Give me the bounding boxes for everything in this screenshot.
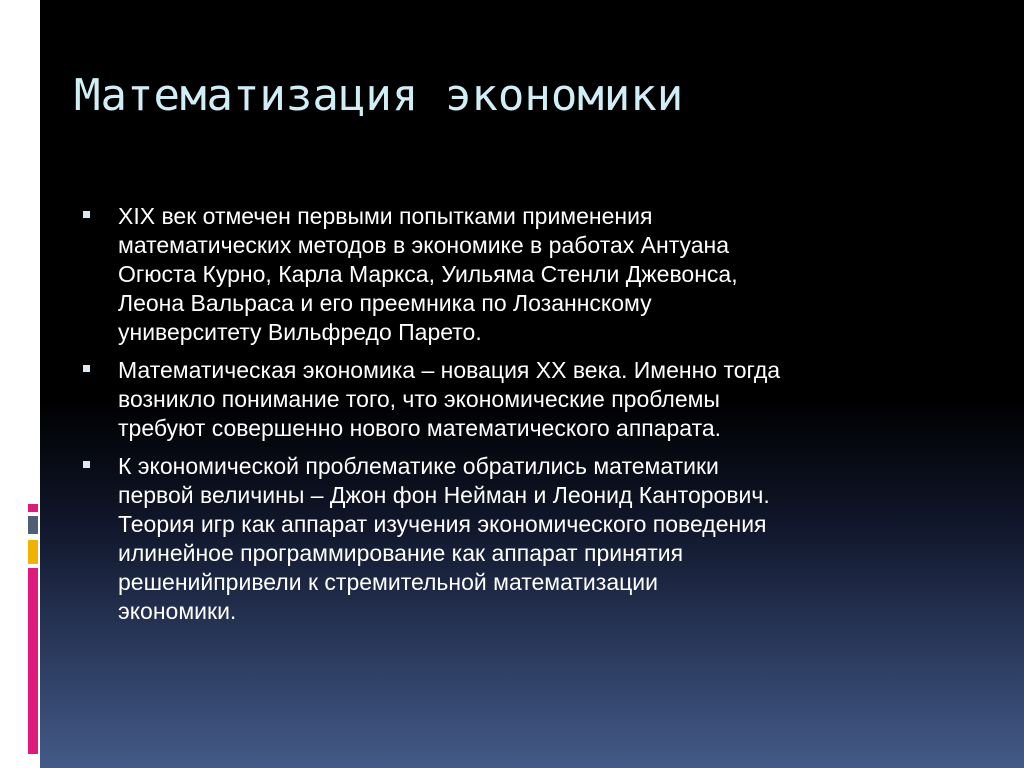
- bullet-2-line-2: возникло понимание того, что экономические проблемы: [118, 386, 720, 412]
- bullet-1-line-3: Огюста Курно, Карла Маркса, Уильяма Стенли Джевонса,: [118, 261, 738, 287]
- bullet-3-line-5: решенийпривели к стремительной математизации: [118, 569, 658, 595]
- accent-bar-yellow: [28, 540, 38, 564]
- bullet-item-3: [80, 452, 940, 626]
- bullet-3-line-1: К экономической проблематике обратились математики: [118, 453, 719, 479]
- accent-bar-gray: [28, 516, 38, 534]
- bullet-3-line-3: Теория игр как аппарат изучения экономического поведения: [118, 511, 767, 537]
- bullet-3-line-2: первой величины – Джон фон Нейман и Леонид Канторович.: [118, 482, 770, 508]
- bullet-2-line-3: требуют совершенно нового математического аппарата.: [118, 415, 722, 441]
- bullet-1-line-4: Леона Вальраса и его преемника по Лозаннскому: [118, 290, 652, 316]
- slide-title: Математизация экономики: [74, 70, 684, 121]
- accent-bar-pink-long: [28, 568, 38, 754]
- bullet-list: [80, 202, 940, 635]
- bullet-3-line-6: экономики.: [118, 598, 237, 624]
- square-bullet-icon: [83, 211, 90, 218]
- bullet-1-line-5: университету Вильфредо Парето.: [118, 319, 482, 345]
- bullet-1-line-2: математических методов в экономике в работах Антуана: [118, 232, 730, 258]
- bullet-2-line-1: Математическая экономика – новация XX века. Именно тогда: [118, 357, 781, 383]
- left-margin-strip: [0, 0, 40, 768]
- square-bullet-icon: [83, 461, 90, 468]
- square-bullet-icon: [83, 365, 90, 372]
- bullet-item-1: [80, 202, 940, 347]
- accent-bar-pink-small: [28, 504, 38, 512]
- bullet-item-2: [80, 356, 940, 443]
- bullet-1-line-1: XIX век отмечен первыми попытками применения: [118, 203, 653, 229]
- bullet-3-line-4: илинейное программирование как аппарат принятия: [118, 540, 684, 566]
